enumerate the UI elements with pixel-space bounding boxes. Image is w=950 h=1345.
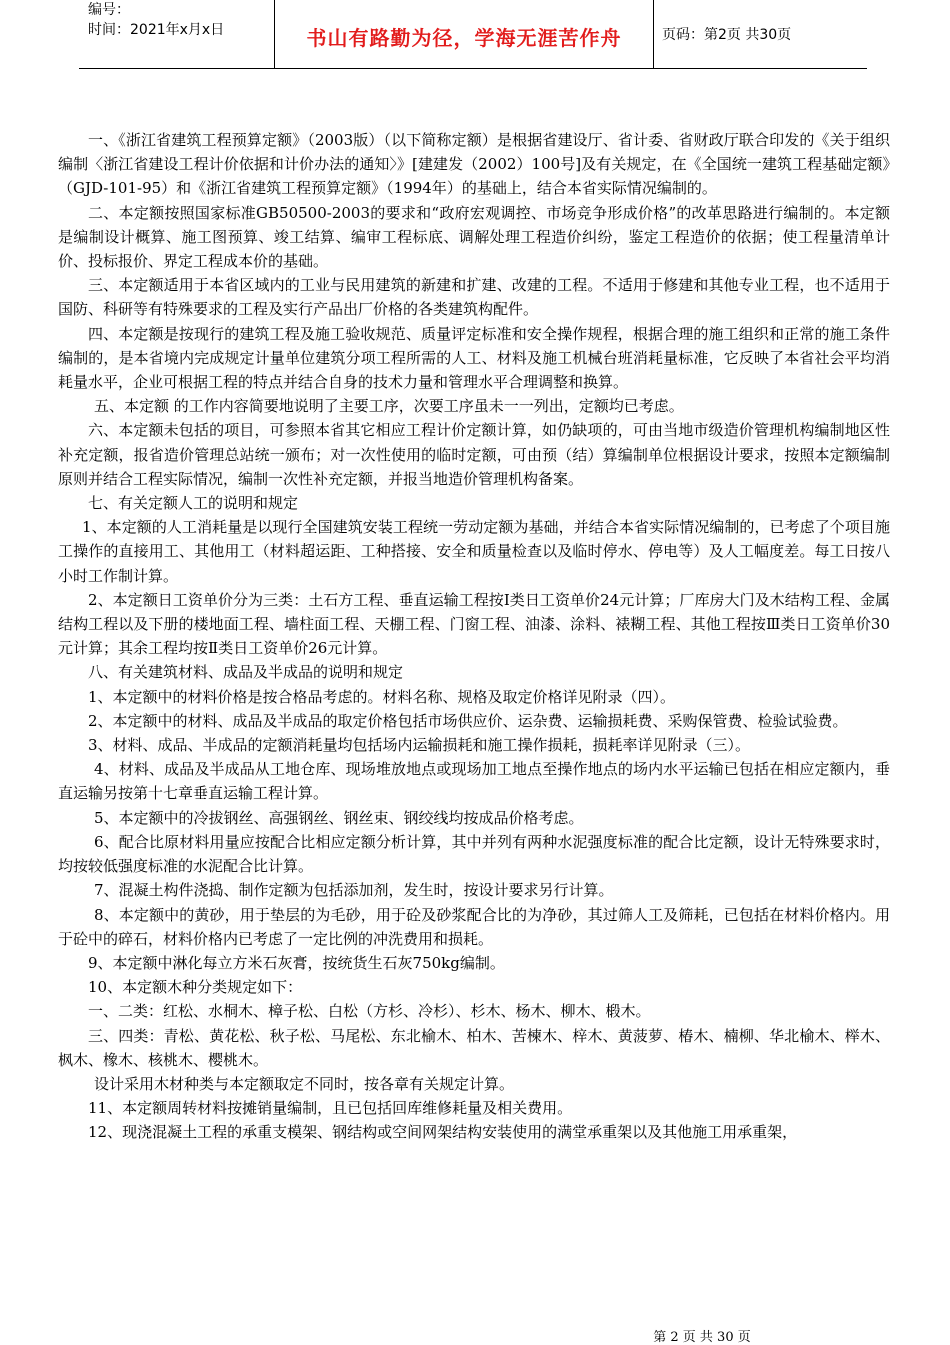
paragraph: 6、配合比原材料用量应按配合比相应定额分析计算，其中并列有两种水泥强度标准的配合比定额，设计无特殊要求时，均按较低强度标准的水泥配合比计算。 bbox=[58, 832, 890, 876]
paragraph: 10、本定额木种分类规定如下： bbox=[88, 978, 303, 997]
footer-page-number: 第 2 页 共 30 页 bbox=[653, 1330, 751, 1345]
paragraph: 2、本定额中的材料、成品及半成品的取定价格包括市场供应价、运杂费、运输损耗费、采购保管费、检验试验费。 bbox=[88, 711, 848, 730]
paragraph: 三、本定额适用于本省区域内的工业与民用建筑的新建和扩建、改建的工程。不适用于修建和其他专业工程，也不适用于国防、科研等有特殊要求的工程及实行产品出厂价格的各类建筑构配件。 bbox=[58, 276, 890, 319]
paragraph: 7、混凝土构件浇捣、制作定额为包括添加剂，发生时，按设计要求另行计算。 bbox=[94, 881, 614, 900]
paragraph: 3、材料、成品、半成品的定额消耗量均包括场内运输损耗和施工操作损耗，损耗率详见附录（三）。 bbox=[88, 736, 751, 755]
section-heading: 七、有关定额人工的说明和规定 bbox=[88, 494, 299, 513]
paragraph: 二、本定额按照国家标准GB50500-2003的要求和“政府宏观调控、市场竞争形成价格”的改革思路进行编制的。本定额是编制设计概算、施工图预算、竣工结算、编审工程标底、调解处理工程造价纠纷，鉴定工程造价的依据；使工程量清单计价、投标报价、界定工程成本价的基础。 bbox=[58, 203, 890, 271]
document-number-label: 编号： bbox=[88, 2, 130, 18]
paragraph: 1、本定额中的材料价格是按合格品考虑的。材料名称、规格及取定价格详见附录（四）。 bbox=[88, 687, 676, 706]
paragraph: 设计采用木材种类与本定额取定不同时，按各章有关规定计算。 bbox=[94, 1074, 515, 1093]
paragraph: 8、本定额中的黄砂，用于垫层的为毛砂，用于砼及砂浆配合比的为净砂，其过筛人工及筛耗，已包括在材料价格内。用于砼中的碎石，材料价格内已考虑了一定比例的冲洗费用和损耗。 bbox=[58, 905, 890, 948]
paragraph: 1、本定额的人工消耗量是以现行全国建筑安装工程统一劳动定额为基础，并结合本省实际情况编制的，已考虑了个项目施工操作的直接用工、其他用工（材料超运距、工种搭接、安全和质量检查以及临时停水、停电等）及人工幅度差。每工日按八小时工作制计算。 bbox=[58, 518, 890, 585]
paragraph: 六、本定额未包括的项目，可参照本省其它相应工程计价定额计算，如仍缺项的，可由当地市级造价管理机构编制地区性补充定额，报省造价管理总站统一颁布；对一次性使用的临时定额，可由预（结）算编制单位根据设计要求，按照本定额编制原则并结合工程实际情况，编制一次性补充定额，并报当地造价管理机构备案。 bbox=[58, 421, 890, 488]
page-header bbox=[79, 0, 867, 69]
header-motto-cell bbox=[275, 0, 654, 68]
paragraph: 三、四类：青松、黄花松、秋子松、马尾松、东北榆木、柏木、苦楝木、梓木、黄菠萝、椿木、楠柳、华北榆木、榉木、枫木、橡木、核桃木、樱桃木。 bbox=[58, 1026, 890, 1069]
paragraph: 四、本定额是按现行的建筑工程及施工验收规范、质量评定标准和安全操作规程，根据合理的施工组织和正常的施工条件编制的，是本省境内完成规定计量单位建筑分项工程所需的人工、材料及施工机械台班消耗量标准，它反映了本省社会平均消耗量水平，企业可根据工程的特点并结合自身的技术力量和管理水平合理调整和换算。 bbox=[58, 324, 890, 392]
paragraph: 9、本定额中淋化每立方米石灰膏，按统货生石灰750kg编制。 bbox=[88, 953, 505, 972]
paragraph: 11、本定额周转材料按摊销量编制，且已包括回库维修耗量及相关费用。 bbox=[88, 1099, 573, 1118]
paragraph: 2、本定额日工资单价分为三类：土石方工程、垂直运输工程按Ⅰ类日工资单价24元计算；厂库房大门及木结构工程、金属结构工程以及下册的楼地面工程、墙柱面工程、天棚工程、门窗工程、油漆、涂料、裱糊工程、其他工程按Ⅲ类日工资单价30元计算；其余工程均按Ⅱ类日工资单价26元计算。 bbox=[58, 590, 890, 658]
document-time: 时间：2021年x月x日 bbox=[88, 22, 225, 38]
paragraph: 5、本定额中的冷拔钢丝、高强钢丝、钢丝束、钢绞线均按成品价格考虑。 bbox=[94, 808, 584, 827]
header-page-cell bbox=[654, 0, 867, 68]
paragraph: 五、本定额 的工作内容简要地说明了主要工序，次要工序虽未一一列出，定额均已考虑。 bbox=[94, 397, 684, 416]
paragraph: 一、《浙江省建筑工程预算定额》（2003版）（以下简称定额）是根据省建设厅、省计委、省财政厅联合印发的《关于组织编制〈浙江省建设工程计价依据和计价办法的通知〉》[建建发（2002）100号]及有关规定，在《全国统一建筑工程基础定额》（GJD-101-95）和《浙江省建筑工程预算定额》（1994年）的基础上，结合本省实际情况编制的。 bbox=[58, 131, 890, 198]
paragraph: 12、现浇混凝土工程的承重支模架、钢结构或空间网架结构安装使用的满堂承重架以及其他施工用承重架， bbox=[88, 1123, 798, 1142]
paragraph: 一、二类：红松、水桐木、樟子松、白松（方杉、冷杉）、杉木、杨木、柳木、椴木。 bbox=[88, 1002, 651, 1021]
header-motto: 书山有路勤为径，学海无涯苦作舟 bbox=[306, 26, 622, 50]
paragraph: 4、材料、成品及半成品从工地仓库、现场堆放地点或现场加工地点至操作地点的场内水平运输已包括在相应定额内，垂直运输另按第十七章垂直运输工程计算。 bbox=[58, 760, 890, 803]
page-footer bbox=[0, 1326, 950, 1345]
header-meta bbox=[79, 0, 275, 68]
document-body bbox=[58, 128, 890, 1145]
section-heading: 八、有关建筑材料、成品及半成品的说明和规定 bbox=[88, 663, 404, 682]
header-page-info: 页码：第2页 共30页 bbox=[662, 27, 792, 43]
